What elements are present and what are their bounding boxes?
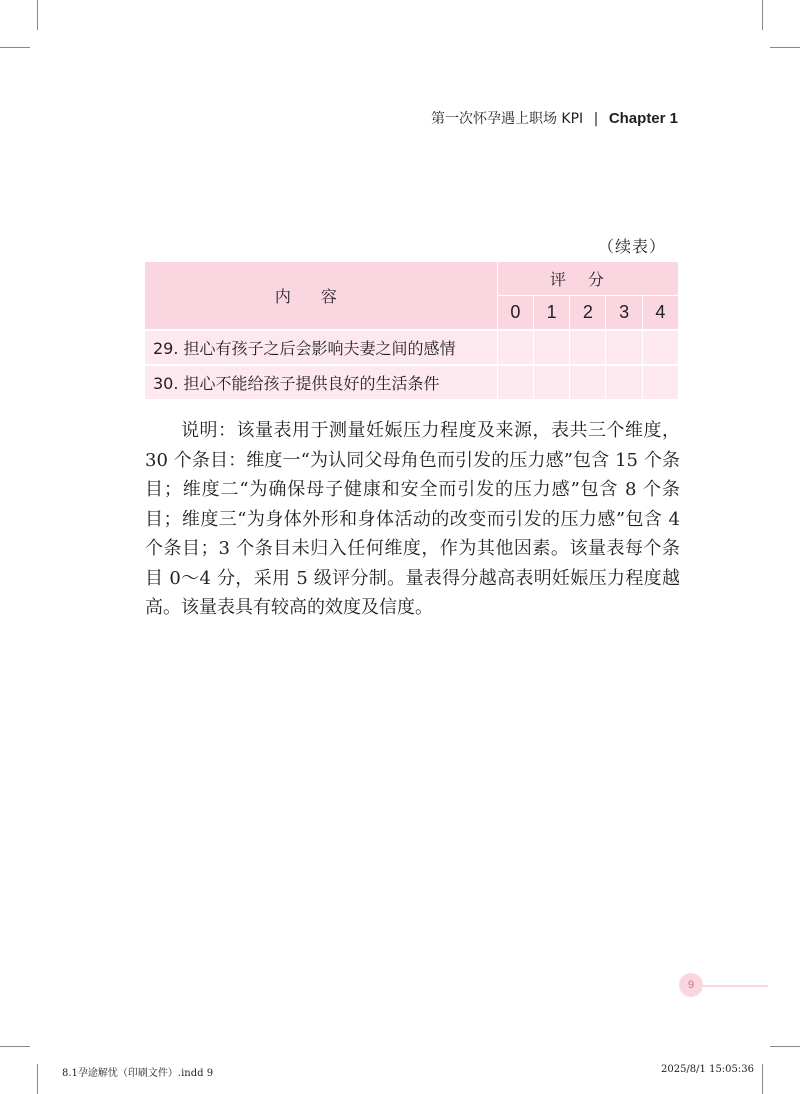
page-number: 9 [679, 973, 703, 997]
continued-label: （续表） [597, 237, 666, 256]
crop-mark [762, 1064, 763, 1094]
item-text: 29. 担心有孩子之后会影响夫妻之间的感情 [145, 330, 497, 365]
content-column-header: 内容 [145, 262, 497, 330]
crop-mark [0, 47, 30, 48]
crop-mark [37, 0, 38, 30]
slug-file: 8.1孕途解忧（印刷文件）.indd 9 [62, 1068, 214, 1079]
running-header [431, 108, 678, 128]
scale-explanation: 说明：该量表用于测量妊娠压力程度及来源，表共三个维度，30 个条目：维度一“为认同父母角色而引发的压力感”包含 15 个条目；维度二“为确保母子健康和安全而引发的压力感”包含 8 个条目；维度三“为身体外形和身体活动的改变而引发的压力感”包含 4 个条目；3 个条目未归入任何维度，作为其他因素。该量表每个条目 0～4 分，采用 5 级评分制。量表得分越高表明妊娠压力程度越高。该量表具有较高的效度及信度。 [145, 420, 680, 618]
item-text: 30. 担心不能给孩子提供良好的生活条件 [145, 365, 497, 399]
score-level-0: 0 [497, 296, 533, 331]
score-cell [642, 330, 678, 365]
crop-mark [762, 0, 763, 30]
score-level-2: 2 [570, 296, 606, 331]
crop-mark [770, 1046, 800, 1047]
score-cell [606, 365, 642, 399]
score-level-4: 4 [642, 296, 678, 331]
header-separator: | [593, 111, 599, 127]
table-row [145, 365, 678, 399]
score-column-header: 评分 [497, 262, 678, 296]
pregnancy-stress-scale-table [145, 262, 678, 399]
score-cell [534, 330, 570, 365]
score-cell [570, 330, 606, 365]
score-level-1: 1 [534, 296, 570, 331]
crop-mark [37, 1064, 38, 1094]
score-cell [497, 330, 533, 365]
table-row [145, 330, 678, 365]
page-number-rule [703, 985, 768, 987]
crop-mark [0, 1046, 30, 1047]
header-title: 第一次怀孕遇上职场 KPI [430, 111, 584, 127]
score-cell [570, 365, 606, 399]
score-cell [534, 365, 570, 399]
header-chapter: Chapter 1 [608, 110, 678, 127]
score-cell [642, 365, 678, 399]
slug-timestamp: 2025/8/1 15:05:36 [660, 1064, 754, 1075]
score-cell [497, 365, 533, 399]
score-level-3: 3 [606, 296, 642, 331]
crop-mark [770, 47, 800, 48]
score-cell [606, 330, 642, 365]
